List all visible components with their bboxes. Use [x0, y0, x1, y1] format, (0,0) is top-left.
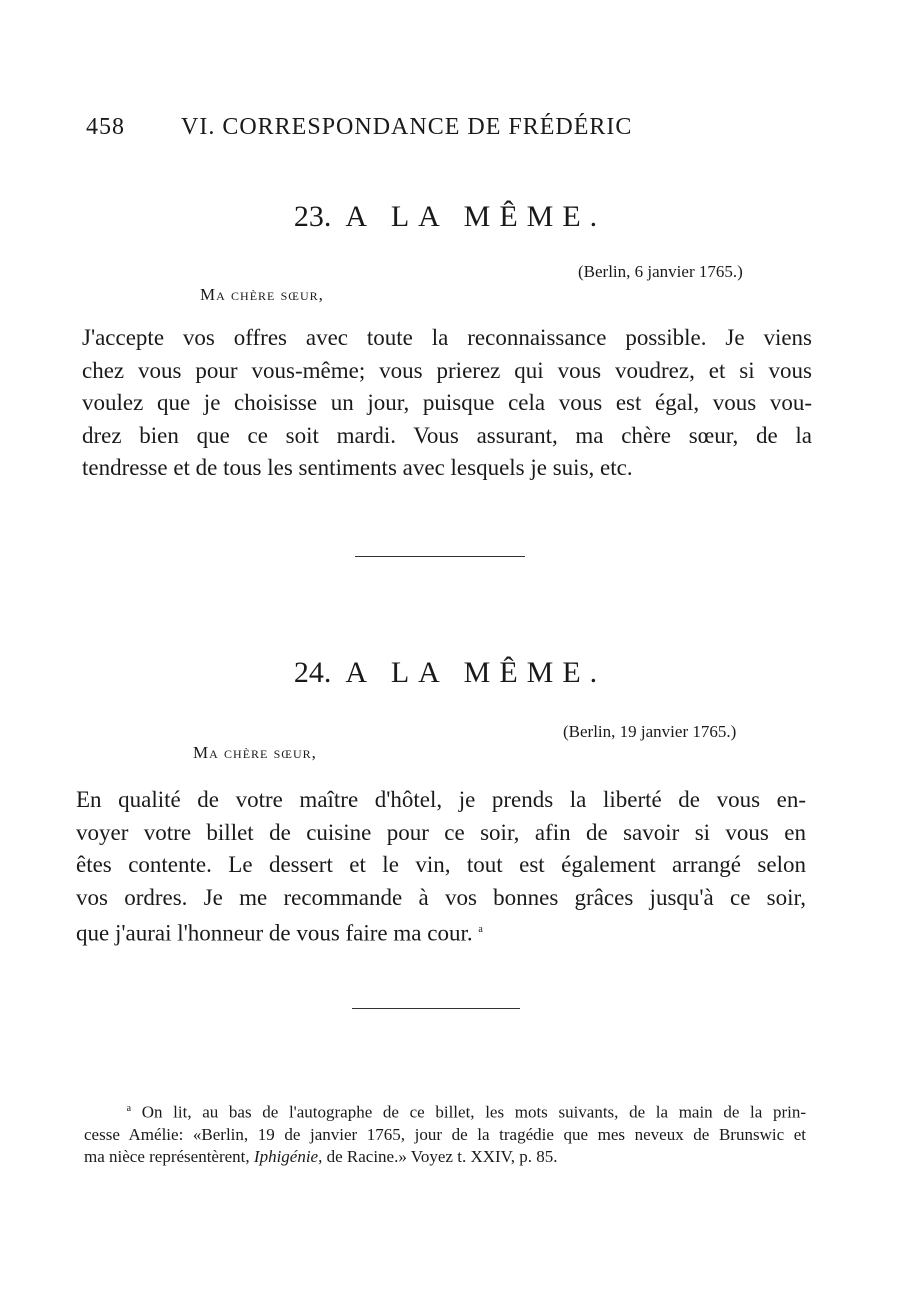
- salutation: Ma chère sœur,: [200, 285, 324, 304]
- text-line: J'accepte vos offres avec toute la reconnaissance possible. Je viens: [82, 325, 812, 350]
- letter-body: [82, 322, 812, 485]
- text-line-content: que j'aurai l'honneur de vous faire ma cour.: [76, 920, 473, 946]
- text-line: voulez que je choisisse un jour, puisque cela vous est égal, vous vou-: [82, 390, 812, 415]
- text-line: voyer votre billet de cuisine pour ce soir, afin de savoir si vous en: [76, 819, 806, 845]
- footnote-text: On lit, au bas de l'autographe de ce billet, les mots suivants, de la main de la prin-: [141, 1102, 807, 1122]
- letter-number: 24.: [293, 656, 332, 689]
- text-line: En qualité de votre maître d'hôtel, je prends la liberté de vous en-: [76, 787, 806, 812]
- play-title: Iphigénie,: [253, 1146, 323, 1166]
- divider: [352, 1008, 520, 1009]
- footnote-line: [84, 1098, 806, 1124]
- letter-date: (Berlin, 6 janvier 1765.): [578, 262, 743, 281]
- letter-body: [76, 784, 806, 947]
- page-number: 458: [86, 114, 125, 140]
- text-line: chez vous pour vous-même; vous prierez qui vous voudrez, et si vous: [82, 357, 812, 383]
- text-line: tendresse et de tous les sentiments avec lesquels je suis, etc.: [82, 455, 633, 480]
- text-line: drez bien que ce soit mardi. Vous assurant, ma chère sœur, de la: [82, 422, 812, 448]
- salutation: Ma chère sœur,: [193, 743, 317, 762]
- letter-number: 23.: [293, 200, 332, 233]
- letter-title: [0, 200, 900, 234]
- running-title: VI. CORRESPONDANCE DE FRÉDÉRIC: [181, 114, 633, 140]
- running-header: [86, 114, 632, 141]
- letter-title: [0, 656, 900, 690]
- footnote-line: [84, 1146, 806, 1168]
- letter-heading: A LA MÊME.: [345, 656, 607, 689]
- text-line: vos ordres. Je me recommande à vos bonnes grâces jusqu'à ce soir,: [76, 884, 806, 910]
- letter-heading: A LA MÊME.: [345, 200, 607, 233]
- letter-date: (Berlin, 19 janvier 1765.): [563, 722, 737, 741]
- text-line: êtes contente. Le dessert et le vin, tout est également arrangé selon: [76, 852, 806, 877]
- divider: [355, 556, 525, 557]
- footnote-text: de Racine.» Voyez t. XXIV, p. 85.: [322, 1146, 558, 1166]
- footnote: [84, 1098, 806, 1168]
- text-line: [76, 914, 806, 947]
- footnote-line: cesse Amélie: «Berlin, 19 de janvier 1765, jour de la tragédie que mes neveux de Brunswic et: [84, 1124, 806, 1144]
- footnote-text: ma nièce représentèrent,: [84, 1146, 254, 1166]
- footnote-mark: a: [126, 1103, 132, 1114]
- footnote-ref: a: [478, 924, 483, 935]
